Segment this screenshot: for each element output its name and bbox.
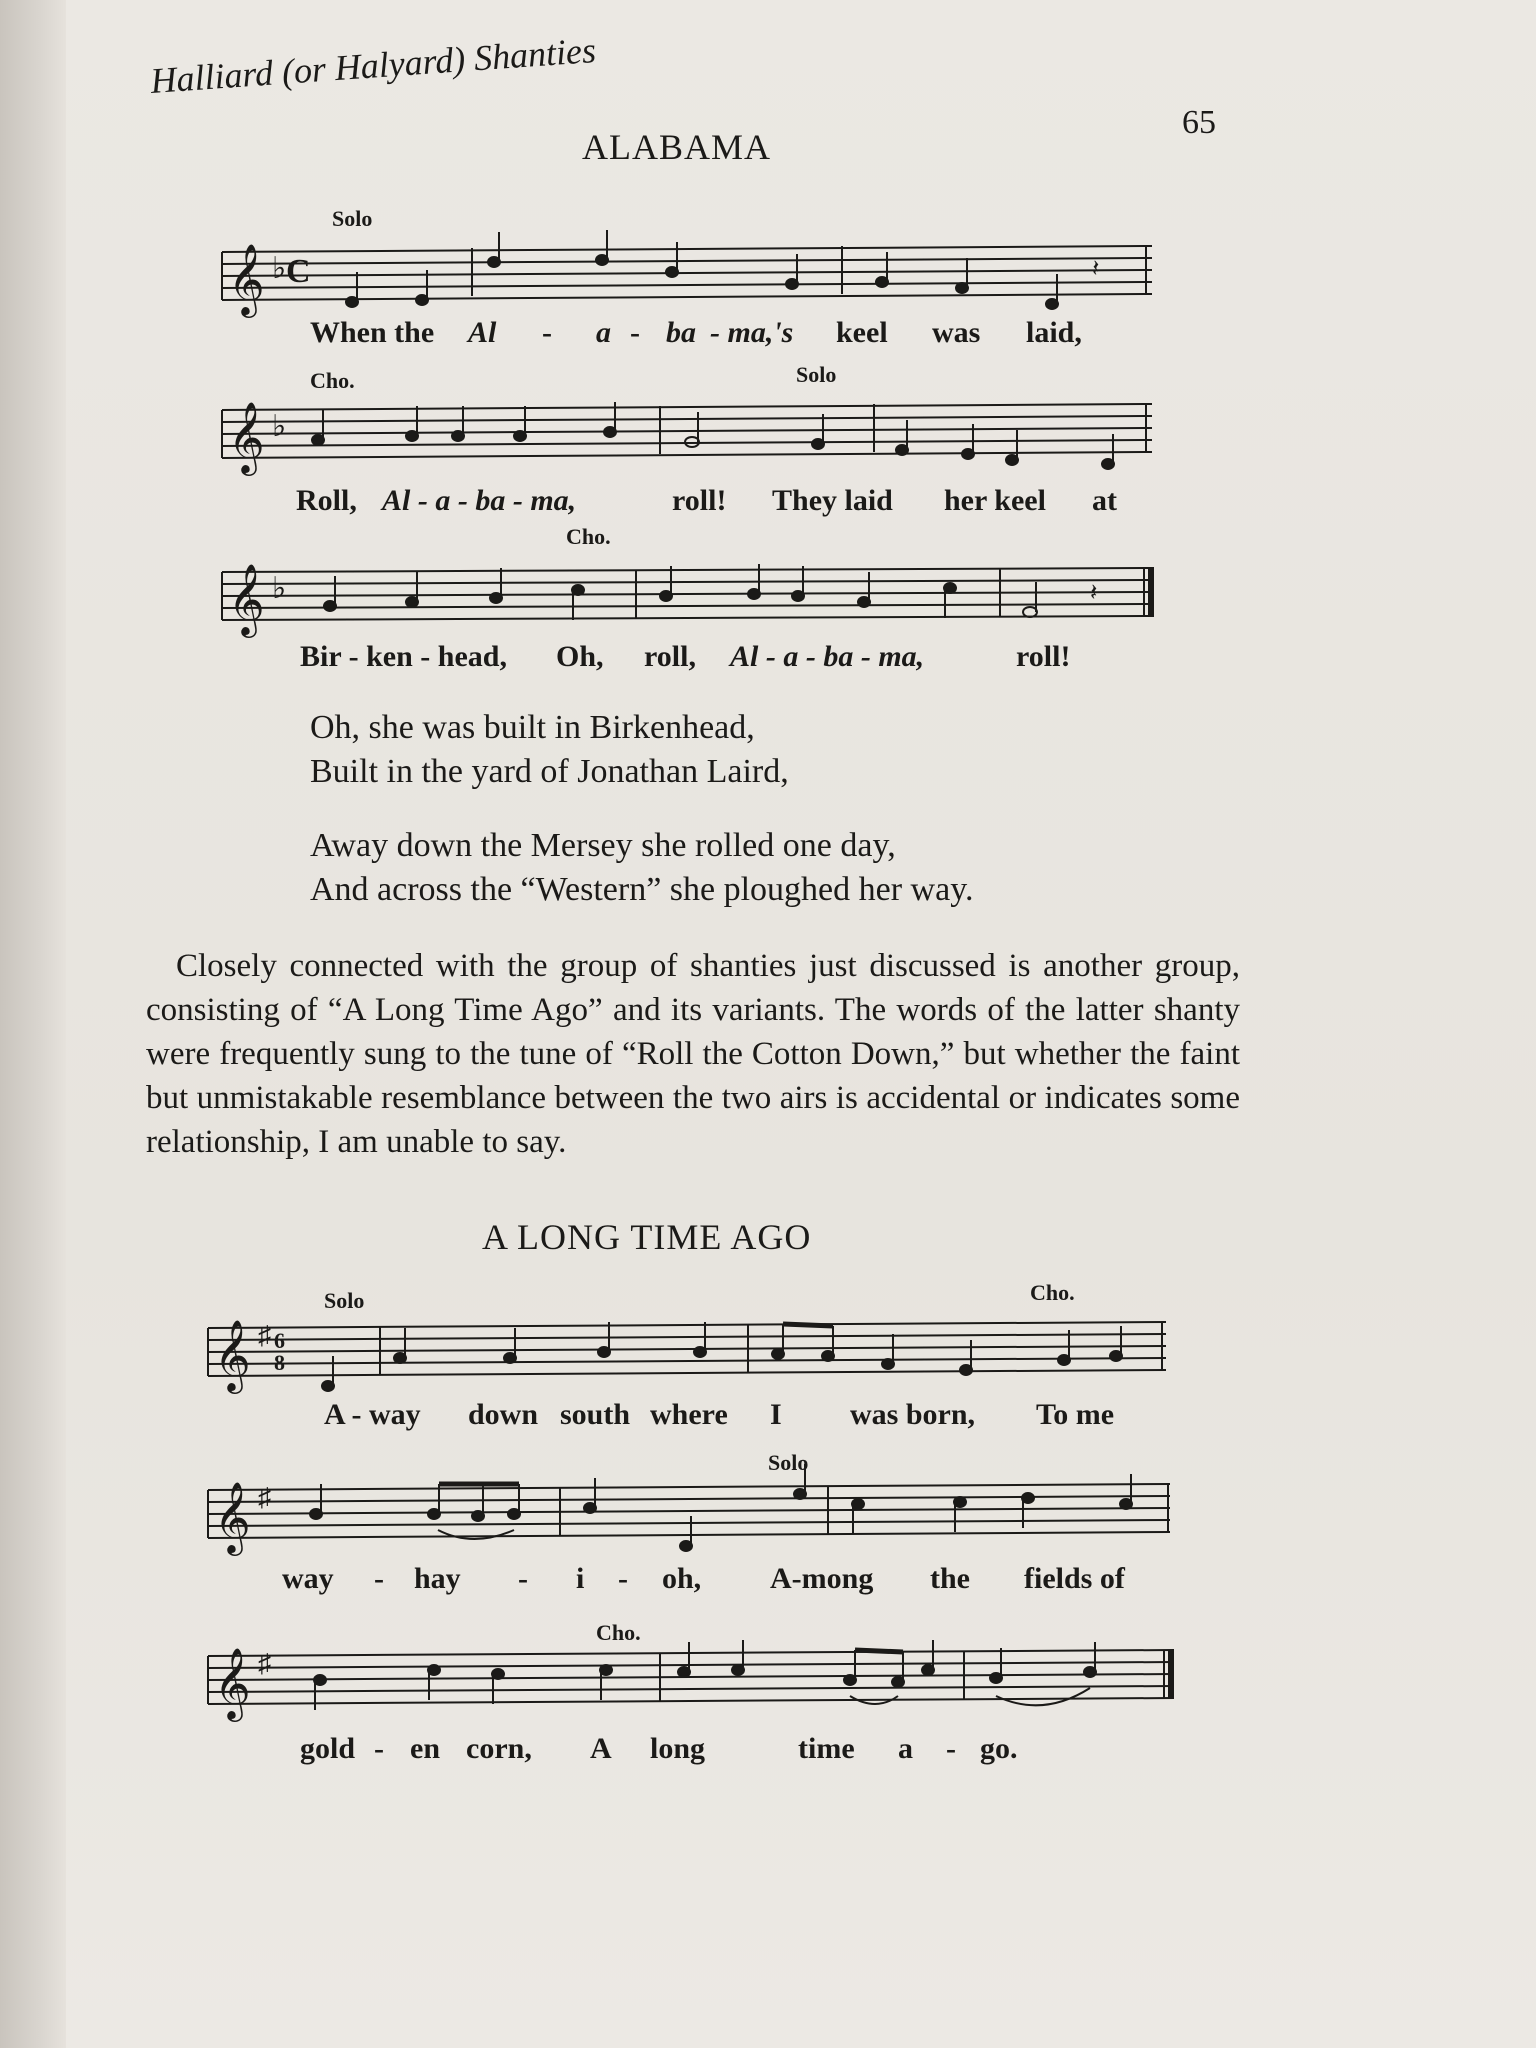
- svg-text:𝄽: 𝄽: [1090, 580, 1098, 606]
- lyric: -: [618, 1562, 628, 1595]
- lyric: I: [770, 1398, 782, 1431]
- alabama-lyrics-line-3: [300, 640, 1200, 680]
- lyric: oh,: [662, 1562, 702, 1595]
- alabama-cho-marker-1: Cho.: [310, 368, 355, 393]
- alabama-staff-3: [222, 552, 1162, 652]
- lyric: Oh,: [556, 640, 604, 673]
- svg-text:𝄞: 𝄞: [214, 1322, 251, 1390]
- lyric: hay: [414, 1562, 461, 1595]
- book-gutter: [0, 0, 66, 2048]
- alabama-verse-2: [310, 824, 974, 912]
- music-staff-svg: [222, 552, 1162, 652]
- svg-text:♯: ♯: [258, 1483, 271, 1512]
- lyric: A-mong: [770, 1562, 874, 1595]
- ltago-cho-marker-2: Cho.: [596, 1620, 641, 1645]
- lyric: -: [630, 316, 640, 349]
- lyric: A - way: [324, 1398, 421, 1431]
- lyric: - ma,'s: [710, 316, 794, 349]
- lyric: -: [518, 1562, 528, 1595]
- lyric: time: [798, 1732, 855, 1765]
- lyric: go.: [980, 1732, 1018, 1765]
- svg-text:𝄞: 𝄞: [214, 1650, 251, 1718]
- long-time-ago-title: A LONG TIME AGO: [482, 1217, 812, 1257]
- svg-text:𝄞: 𝄞: [228, 246, 265, 314]
- lyric: where: [650, 1398, 728, 1431]
- lyric: Al - a - ba - ma,: [382, 484, 577, 517]
- music-staff-svg: [208, 1312, 1168, 1412]
- lyric: When the: [310, 316, 435, 349]
- alabama-title: ALABAMA: [582, 127, 772, 167]
- svg-text:𝄽: 𝄽: [1092, 256, 1100, 282]
- ltago-staff-3: [208, 1640, 1188, 1740]
- lyric: gold: [300, 1732, 356, 1765]
- lyric: was: [932, 316, 981, 349]
- verse-line: Built in the yard of Jonathan Laird,: [310, 753, 789, 790]
- lyric: keel: [836, 316, 888, 349]
- alabama-cho-marker-2: Cho.: [566, 524, 611, 549]
- lyric: long: [650, 1732, 706, 1765]
- lyric: down: [468, 1398, 539, 1431]
- svg-text:8: 8: [274, 1350, 285, 1375]
- alabama-solo-marker-1: Solo: [332, 206, 373, 231]
- music-staff-svg: [208, 1640, 1188, 1740]
- verse-line: Oh, she was built in Birkenhead,: [310, 709, 755, 746]
- ltago-solo-marker-2: Solo: [768, 1450, 809, 1475]
- svg-text:♭: ♭: [272, 252, 287, 285]
- lyric: a: [596, 316, 611, 349]
- lyric: laid,: [1026, 316, 1082, 349]
- music-staff-svg: [222, 390, 1152, 490]
- lyric: They laid: [772, 484, 893, 517]
- svg-text:C: C: [286, 253, 311, 290]
- alabama-lyrics-line-1: [310, 316, 1210, 356]
- alabama-staff-2: [222, 390, 1152, 490]
- alabama-lyrics-line-2: [296, 484, 1196, 524]
- verse-line: And across the “Western” she ploughed her way.: [310, 871, 974, 908]
- ltago-lyrics-line-3: [300, 1732, 1200, 1772]
- ltago-lyrics-line-2: [282, 1562, 1182, 1602]
- lyric: Al - a - ba - ma,: [730, 640, 925, 673]
- lyric: the: [930, 1562, 970, 1595]
- lyric: Roll,: [296, 484, 357, 517]
- svg-text:6: 6: [274, 1328, 285, 1353]
- svg-text:♭: ♭: [272, 410, 287, 443]
- svg-text:♯: ♯: [258, 1321, 271, 1350]
- ltago-lyrics-line-1: [324, 1398, 1224, 1438]
- lyric: To me: [1036, 1398, 1115, 1431]
- page-number: 65: [1182, 104, 1216, 141]
- lyric: a: [898, 1732, 913, 1765]
- ltago-cho-marker-1: Cho.: [1030, 1280, 1075, 1305]
- lyric: -: [374, 1562, 384, 1595]
- lyric: -: [542, 316, 552, 349]
- svg-text:𝄞: 𝄞: [214, 1484, 251, 1552]
- svg-text:♭: ♭: [272, 572, 287, 605]
- lyric: ba: [666, 316, 696, 349]
- lyric: roll!: [672, 484, 727, 517]
- ltago-solo-marker-1: Solo: [324, 1288, 365, 1313]
- lyric: roll,: [644, 640, 696, 673]
- lyric: roll!: [1016, 640, 1071, 673]
- lyric: Bir - ken - head,: [300, 640, 507, 673]
- svg-text:♯: ♯: [258, 1649, 271, 1678]
- lyric: way: [282, 1562, 334, 1595]
- lyric: -: [374, 1732, 384, 1765]
- ltago-staff-2: [208, 1474, 1168, 1574]
- lyric: en: [410, 1732, 440, 1765]
- music-staff-svg: [208, 1474, 1168, 1574]
- lyric: Al: [468, 316, 497, 349]
- alabama-verse-1: [310, 706, 789, 794]
- body-paragraph: Closely connected with the group of shanties just discussed is another group, consisting of “A Long Time Ago” and its variants. The words of the latter shanty were frequently sung to the tune of “Roll the Cotton Down,” but whether the faint but unmistakable resemblance between the two airs is accidental or indicates some relationship, I am unable to say.: [146, 948, 1240, 1160]
- verse-line: Away down the Mersey she rolled one day,: [310, 827, 896, 864]
- lyric: her keel: [944, 484, 1046, 517]
- lyric: south: [560, 1398, 631, 1431]
- lyric: was born,: [850, 1398, 976, 1431]
- lyric: corn,: [466, 1732, 532, 1765]
- alabama-solo-marker-2: Solo: [796, 362, 837, 387]
- svg-text:𝄞: 𝄞: [228, 404, 265, 472]
- lyric: at: [1092, 484, 1117, 517]
- lyric: fields of: [1024, 1562, 1125, 1595]
- lyric: -: [946, 1732, 956, 1765]
- lyric: A: [590, 1732, 612, 1765]
- ltago-staff-1: [208, 1312, 1168, 1412]
- running-head: Halliard (or Halyard) Shanties: [149, 29, 598, 102]
- svg-text:𝄞: 𝄞: [228, 566, 265, 634]
- lyric: i: [576, 1562, 585, 1595]
